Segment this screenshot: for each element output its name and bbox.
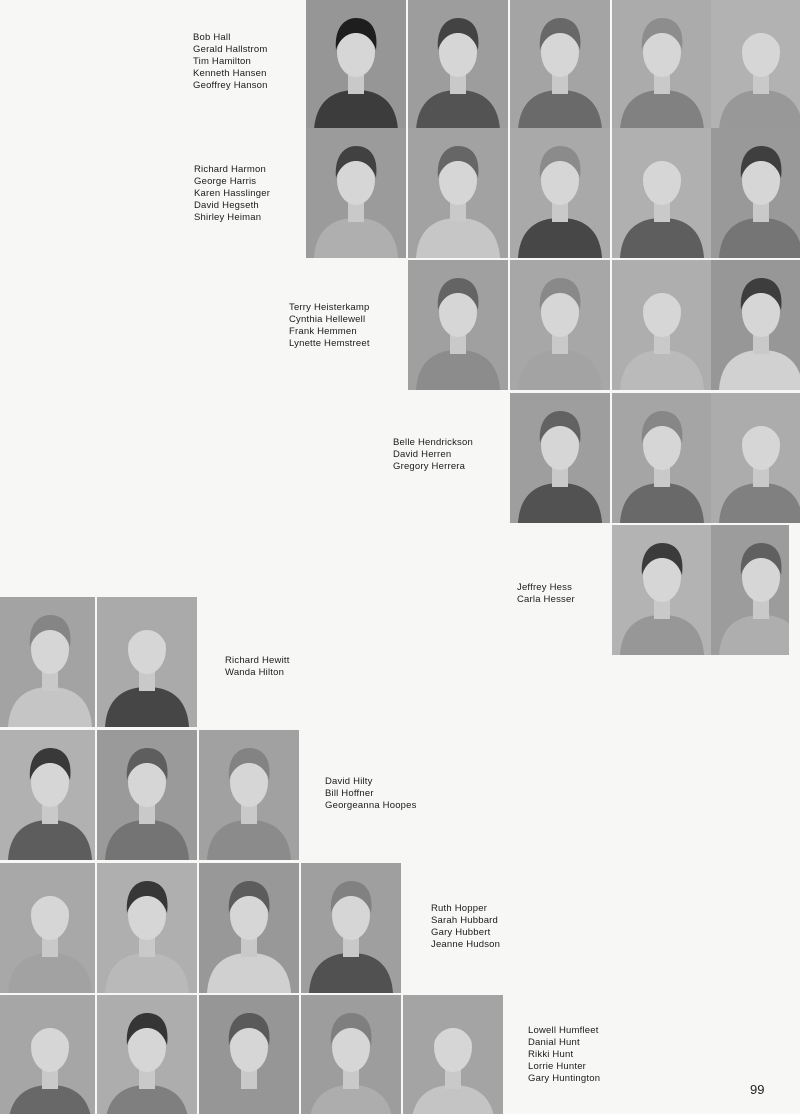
student-name: Richard Harmon (194, 164, 266, 175)
portrait-image (711, 0, 800, 130)
portrait-image (301, 995, 401, 1114)
student-portrait (306, 128, 406, 258)
student-portrait (0, 597, 95, 727)
student-name: Lorrie Hunter (528, 1061, 587, 1072)
student-name: Kenneth Hansen (193, 68, 267, 79)
student-portrait (301, 995, 401, 1114)
portrait-image (403, 995, 503, 1114)
student-portrait (510, 128, 610, 258)
portrait-image (612, 128, 712, 258)
student-name: David Hegseth (194, 200, 259, 211)
student-portrait (408, 260, 508, 390)
portrait-image (612, 0, 712, 130)
student-portrait (711, 260, 800, 390)
student-portrait (408, 0, 508, 130)
student-name: Richard Hewitt (225, 655, 290, 666)
portrait-image (612, 393, 712, 523)
student-name: Sarah Hubbard (431, 915, 499, 926)
portrait-image (306, 0, 406, 130)
student-name: Gary Hubbert (431, 927, 491, 938)
portrait-image (0, 730, 95, 860)
student-name: Carla Hesser (517, 594, 575, 605)
portrait-image (301, 863, 401, 993)
student-name: Lowell Humfleet (528, 1025, 599, 1036)
student-name: David Hilty (325, 776, 373, 787)
portrait-image (510, 128, 610, 258)
student-name: Lynette Hemstreet (289, 338, 370, 349)
student-name: David Herren (393, 449, 452, 460)
portrait-image (408, 260, 508, 390)
portrait-image (612, 525, 712, 655)
portrait-image (711, 260, 800, 390)
student-name: Karen Hasslinger (194, 188, 271, 199)
student-portrait (510, 0, 610, 130)
portrait-image (0, 995, 95, 1114)
portrait-image (199, 995, 299, 1114)
student-name: Gerald Hallstrom (193, 44, 268, 55)
student-portrait (612, 0, 712, 130)
student-portrait (612, 393, 712, 523)
student-portrait (0, 730, 95, 860)
student-portrait (612, 525, 712, 655)
portrait-image (510, 0, 610, 130)
student-name: Jeanne Hudson (431, 939, 501, 950)
student-portrait (711, 525, 789, 655)
student-name: Terry Heisterkamp (289, 302, 370, 313)
student-portrait (97, 863, 197, 993)
student-portrait (510, 260, 610, 390)
portrait-image (199, 863, 299, 993)
student-portrait (510, 393, 610, 523)
student-portrait (301, 863, 401, 993)
portrait-image (711, 128, 800, 258)
student-name: Ruth Hopper (431, 903, 488, 914)
student-portrait (97, 597, 197, 727)
portrait-image (199, 730, 299, 860)
student-name: Tim Hamilton (193, 56, 251, 67)
student-name: Jeffrey Hess (517, 582, 573, 593)
student-portrait (408, 128, 508, 258)
student-portrait (711, 0, 800, 130)
student-name: Danial Hunt (528, 1037, 580, 1048)
student-portrait (97, 995, 197, 1114)
student-portrait (0, 863, 95, 993)
student-portrait (711, 393, 800, 523)
student-name: Bill Hoffner (325, 788, 374, 799)
portrait-image (97, 730, 197, 860)
name-list (289, 302, 370, 350)
portrait-image (97, 863, 197, 993)
student-name: Wanda Hilton (225, 667, 285, 678)
student-name: Frank Hemmen (289, 326, 357, 337)
name-list (517, 582, 575, 606)
portrait-image (408, 0, 508, 130)
name-list (528, 1025, 600, 1085)
student-name: Georgeanna Hoopes (325, 800, 417, 811)
portrait-image (97, 597, 197, 727)
student-name: Gary Huntington (528, 1073, 601, 1084)
student-portrait (306, 0, 406, 130)
portrait-image (612, 260, 712, 390)
student-portrait (711, 128, 800, 258)
portrait-image (510, 260, 610, 390)
portrait-image (408, 128, 508, 258)
portrait-image (97, 995, 197, 1114)
page-number: 99 (750, 1082, 765, 1097)
student-portrait (612, 128, 712, 258)
name-list (225, 655, 290, 679)
student-name: George Harris (194, 176, 257, 187)
student-portrait (403, 995, 503, 1114)
student-portrait (97, 730, 197, 860)
name-list (431, 903, 500, 951)
student-name: Shirley Heiman (194, 212, 262, 223)
portrait-image (306, 128, 406, 258)
student-name: Cynthia Hellewell (289, 314, 366, 325)
student-portrait (199, 995, 299, 1114)
name-list (194, 164, 270, 224)
student-name: Belle Hendrickson (393, 437, 473, 448)
student-name: Gregory Herrera (393, 461, 466, 472)
student-portrait (199, 730, 299, 860)
student-name: Rikki Hunt (528, 1049, 574, 1060)
portrait-image (711, 525, 789, 655)
student-portrait (612, 260, 712, 390)
portrait-image (0, 863, 95, 993)
student-name: Bob Hall (193, 32, 231, 43)
portrait-image (711, 393, 800, 523)
portrait-image (510, 393, 610, 523)
student-portrait (0, 995, 95, 1114)
name-list (393, 437, 473, 473)
portrait-image (0, 597, 95, 727)
student-name: Geoffrey Hanson (193, 80, 268, 91)
name-list (325, 776, 417, 812)
name-list (193, 32, 268, 92)
student-portrait (199, 863, 299, 993)
